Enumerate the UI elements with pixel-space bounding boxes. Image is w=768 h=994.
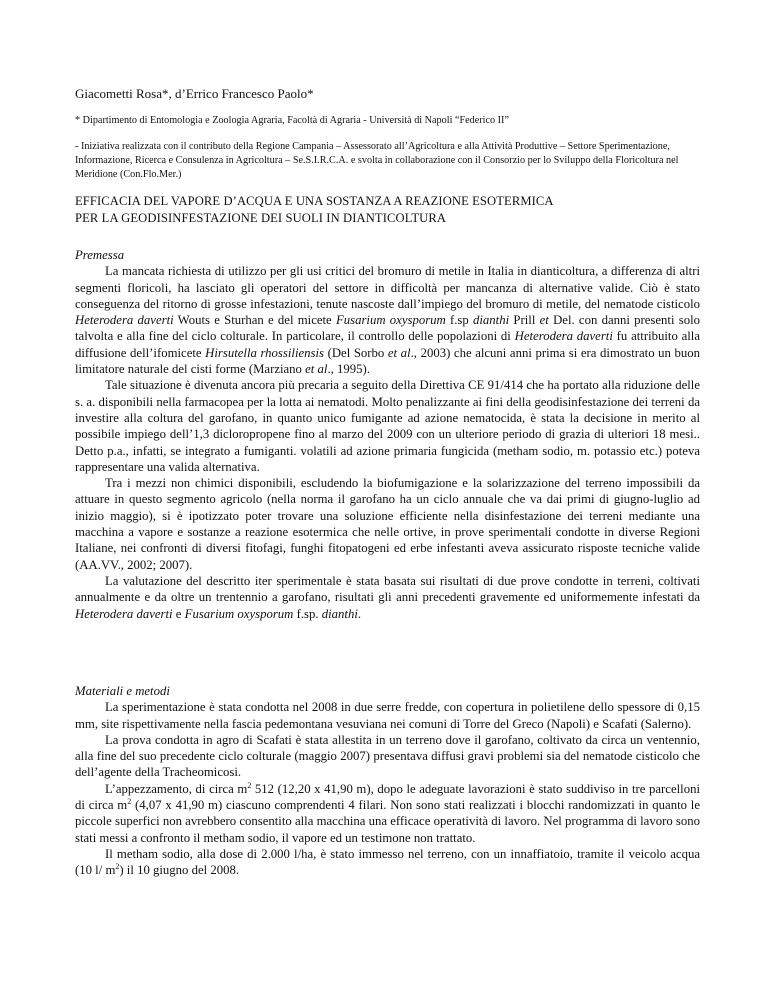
paragraph: La sperimentazione è stata condotta nel 2008 in due serre fredde, con copertura in polietilene dello spessore di 0,15 mm, site rispettivamente nella fascia pedemontana vesuviana nei comuni di Torre del Greco (Napoli) e Scafati (Salerno).: [75, 700, 700, 731]
section-heading-premessa: Premessa: [75, 248, 125, 262]
paragraph: Il metham sodio, alla dose di 2.000 l/ha, è stato immesso nel terreno, con un innaffiatoio, tramite il veicolo acqua (10 l/ $m^2$) il 10 giugno del 2008.: [75, 846, 700, 878]
section-premessa: [75, 247, 700, 622]
title-line-2: PER LA GEODISINFESTAZIONE DEI SUOLI IN DIANTICOLTURA: [75, 211, 447, 225]
section-materiali-metodi: [75, 683, 700, 879]
paragraph: L’appezzamento, di circa $m^2$ 512 (12,20 x 41,90 m), dopo le adeguate lavorazioni è stato suddiviso in tre parcelloni di circa $m^2$ (4,07 x 41,90 m) ciascuno comprendenti 4 filari. Non sono stati realizzati i blocchi randomizzati in quanto le piccole superfici non avrebbero consentito alla macchina una efficace operatività di lavoro. Nel programma di lavoro sono stati messi a confronto il metham sodio, il vapore ed un testimone non trattato.: [75, 780, 700, 845]
funding-note: - Iniziativa realizzata con il contributo della Regione Campania – Assessorato all’Agricoltura e alla Attività Produttive – Settore Sperimentazione, Informazione, Ricerca e Consulenza in Agricoltura – Se.S.I.R.C.A. e svolta in collaborazione con il Consorzio per lo Sviluppo della Floricoltura nel Meridione (Con.Flo.Mer.): [75, 141, 679, 180]
authors: Giacometti Rosa*, d’Errico Francesco Paolo*: [75, 86, 314, 101]
paragraph: La mancata richiesta di utilizzo per gli usi critici del bromuro di metile in Italia in dianticoltura, a differenza di altri segmenti floricoli, ha lasciato gli operatori del settore in difficoltà per mancanza di alternative valide. Ciò è stato conseguenza del ritorno di grosse infestazioni, tenute nascoste dall’impiego del bromuro di metile, del nematode cisticolo Heterodera daverti Wouts e Sturhan e del micete Fusarium oxysporum f.sp dianthi Prill et Del. con danni presenti solo talvolta e alla fine del ciclo colturale. In particolare, il controllo delle popolazioni di Heterodera daverti fu attribuito alla diffusione dell’ifomicete Hirsutella rhossiliensis (Del Sorbo et al., 2003) che alcuni anni prima si era dimostrato un buon limitatore naturale del cisti forme (Marziano et al., 1995).: [75, 264, 701, 377]
paragraph: Tra i mezzi non chimici disponibili, escludendo la biofumigazione e la solarizzazione del terreno impossibili da attuare in questo segmento agricolo (nella norma il garofano ha un ciclo annuale che va dai primi di giugno-luglio ad inizio maggio), si è ipotizzato poter trovare una soluzione efficiente nella disinfestazione dei terreni mediante una macchina a vapore e sostanze a reazione esotermica che nelle ortive, in prove sperimentali condotte in diverse Regioni Italiane, nei confronti di diversi fitofagi, funghi fitopatogeni ed erbe infestanti aveva assicurato risposte tecniche valide (AA.VV., 2002; 2007).: [75, 476, 700, 572]
affiliation: * Dipartimento di Entomologia e Zoologia Agraria, Facoltà di Agraria - Università di Napoli “Federico II”: [75, 115, 509, 126]
paragraph: La prova condotta in agro di Scafati è stata allestita in un terreno dove il garofano, coltivato da circa un ventennio, alla fine del suo precedente ciclo colturale (maggio 2007) presentava diffusi gravi problemi sia del nematode cisticolo che dell’agente della Tracheomicosi.: [75, 732, 700, 780]
paragraph: Tale situazione è divenuta ancora più precaria a seguito della Direttiva CE 91/414 che ha portato alla riduzione delle s. a. disponibili nella farmacopea per la lotta ai nematodi. Molto penalizzante ai fini della geodisinfestazione dei terreni da investire alla coltura del garofano, in quanto unico fumigante ad azione nematocida, è stata la decisione in merito al possibile impiego dell’1,3 dicloropropene fino al marzo del 2009 con un ulteriore periodo di grazia di ulteriori 18 mesi.. Detto p.a., infatti, se integrato a fumiganti. volatili ad azione primaria fungicida (metham sodio, m. potassio etc.) poteva rappresentare una valida alternativa.: [75, 378, 700, 474]
paper-title: [75, 193, 700, 227]
title-line-1: EFFICACIA DEL VAPORE D’ACQUA E UNA SOSTANZA A REAZIONE ESOTERMICA: [75, 194, 554, 208]
paragraph: La valutazione del descritto iter sperimentale è stata basata sui risultati di due prove condotte in terreni, coltivati annualmente e da oltre un trentennio a garofano, risultati gli anni precedenti gravemente ed uniformemente infestati da Heterodera daverti e Fusarium oxysporum f.sp. dianthi.: [75, 573, 700, 621]
section-heading-materiali: Materiali e metodi: [75, 684, 170, 698]
